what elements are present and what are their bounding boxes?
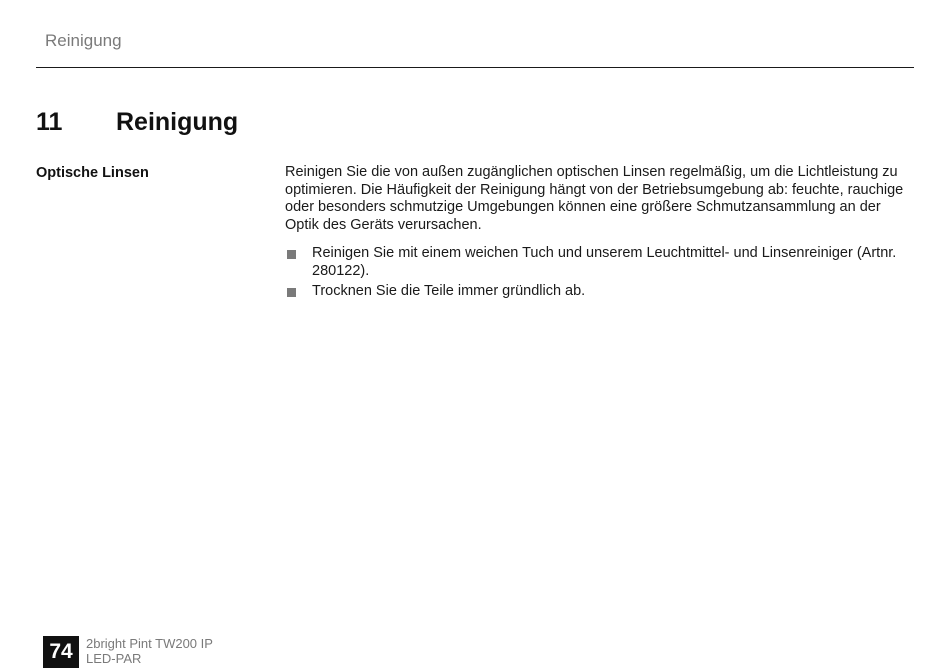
- running-header: Reinigung: [45, 31, 122, 50]
- instruction-list: [285, 245, 905, 301]
- footer-product-type: LED-PAR: [86, 650, 142, 666]
- footer-product: [86, 637, 213, 666]
- page-number: 74: [43, 636, 79, 668]
- section-paragraph: Reinigen Sie die von außen zugänglichen optischen Linsen regelmäßig, um die Lichtleistung zu optimieren. Die Häufigkeit der Reinigung hängt von der Betriebsumgebung ab: feuchte, rauchige oder besonders schmutzige Umgebungen können eine größere Schmutzansammlung an der Optik des Geräts verursachen.: [285, 164, 904, 233]
- list-item-text: Trocknen Sie die Teile immer gründlich ab.: [312, 283, 586, 299]
- square-bullet-icon: [287, 250, 296, 259]
- chapter-title: Reinigung: [116, 108, 239, 136]
- square-bullet-icon: [287, 288, 296, 297]
- list-item: [285, 283, 905, 301]
- section-heading: Optische Linsen: [36, 165, 149, 181]
- section-body: [285, 164, 905, 304]
- list-item-text: Reinigen Sie mit einem weichen Tuch und unserem Leuchtmittel- und Linsenreiniger (Artnr. 280122).: [312, 245, 897, 279]
- list-item: [285, 245, 905, 280]
- chapter-number: 11: [36, 108, 63, 136]
- footer-product-name: 2bright Pint TW200 IP: [86, 636, 213, 651]
- header-divider: [36, 67, 914, 68]
- chapter-heading: [36, 108, 238, 137]
